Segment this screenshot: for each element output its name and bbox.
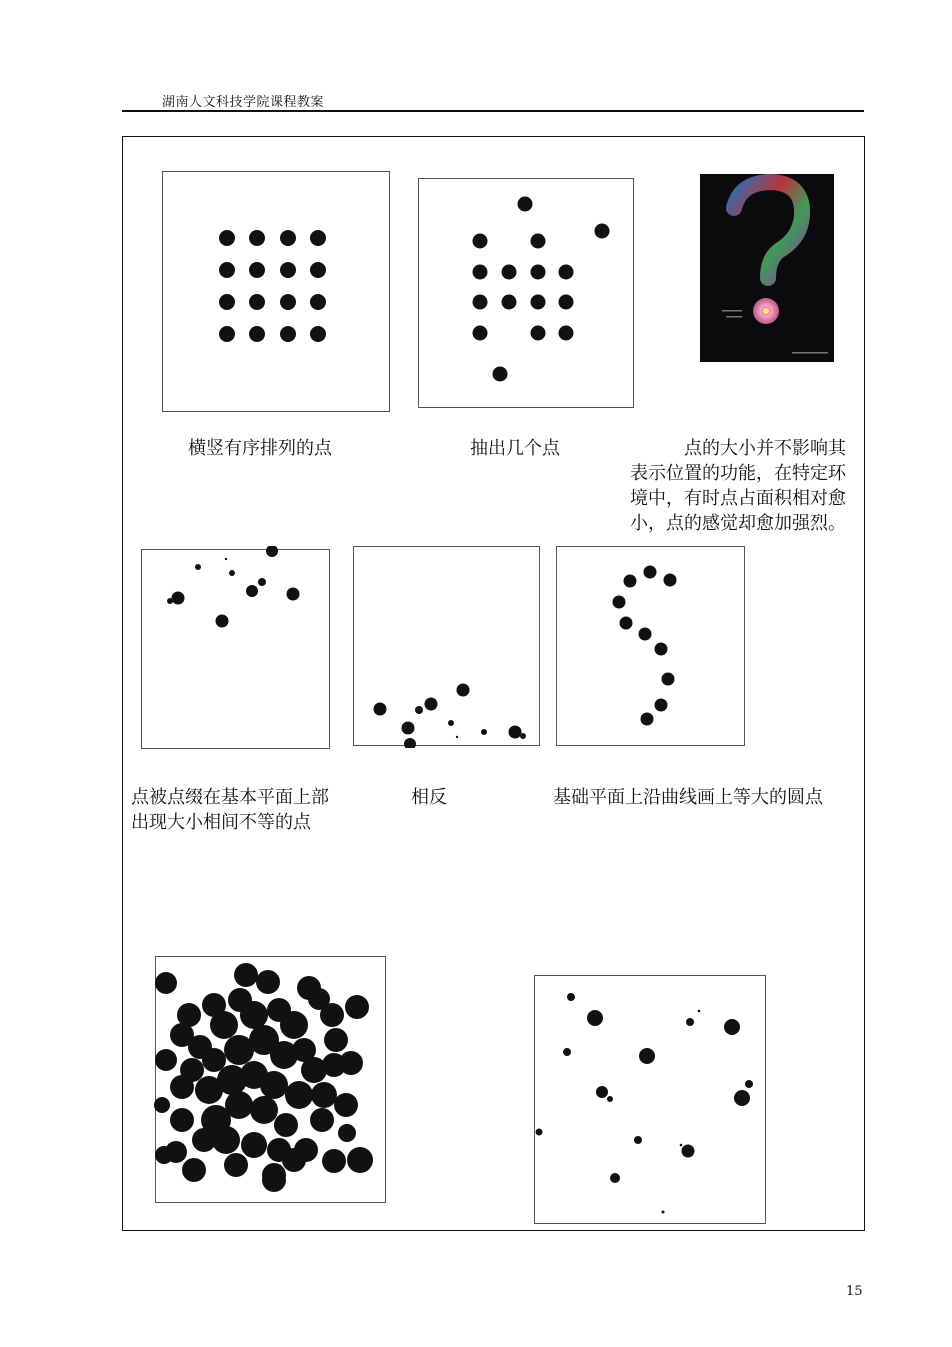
caption-poster-line-2: 表示位置的功能，在特定环 bbox=[630, 463, 846, 484]
dense-dots-figure bbox=[154, 955, 387, 1206]
page-number: 15 bbox=[846, 1284, 863, 1299]
caption-ordered-dots: 横竖有序排列的点 bbox=[188, 438, 332, 459]
caption-bottom-dots: 相反 bbox=[411, 787, 447, 808]
extracted-dots-panel bbox=[418, 178, 635, 410]
extracted-dots-figure bbox=[418, 178, 635, 410]
caption-top-dots-line-1: 点被点缀在基本平面上部 bbox=[131, 787, 329, 808]
caption-poster-line-1: 点的大小并不影响其 bbox=[684, 438, 846, 459]
caption-top-dots-line-2: 出现大小相间不等的点 bbox=[131, 812, 311, 833]
header-title: 湖南人文科技学院课程教案 bbox=[162, 95, 325, 110]
scattered-dots-figure bbox=[534, 974, 768, 1226]
question-mark-flower-poster-icon bbox=[700, 174, 834, 362]
curve-dots-figure bbox=[556, 546, 746, 748]
ordered-dots-figure bbox=[162, 171, 391, 414]
caption-curve-dots: 基础平面上沿曲线画上等大的圆点 bbox=[553, 787, 823, 808]
header-rule bbox=[122, 110, 864, 112]
curve-dots-panel bbox=[556, 546, 746, 748]
caption-poster-line-4: 小，点的感觉却愈加强烈。 bbox=[630, 513, 846, 534]
top-dots-panel bbox=[141, 546, 331, 752]
bottom-dots-figure bbox=[353, 546, 541, 748]
dense-dots-panel bbox=[154, 955, 387, 1206]
ordered-dots-panel bbox=[162, 171, 391, 414]
scattered-dots-panel bbox=[534, 974, 768, 1226]
top-dots-figure bbox=[141, 546, 331, 752]
bottom-dots-panel bbox=[353, 546, 541, 748]
caption-poster-line-3: 境中，有时点占面积相对愈 bbox=[630, 488, 846, 509]
caption-extracted-dots: 抽出几个点 bbox=[470, 438, 560, 459]
